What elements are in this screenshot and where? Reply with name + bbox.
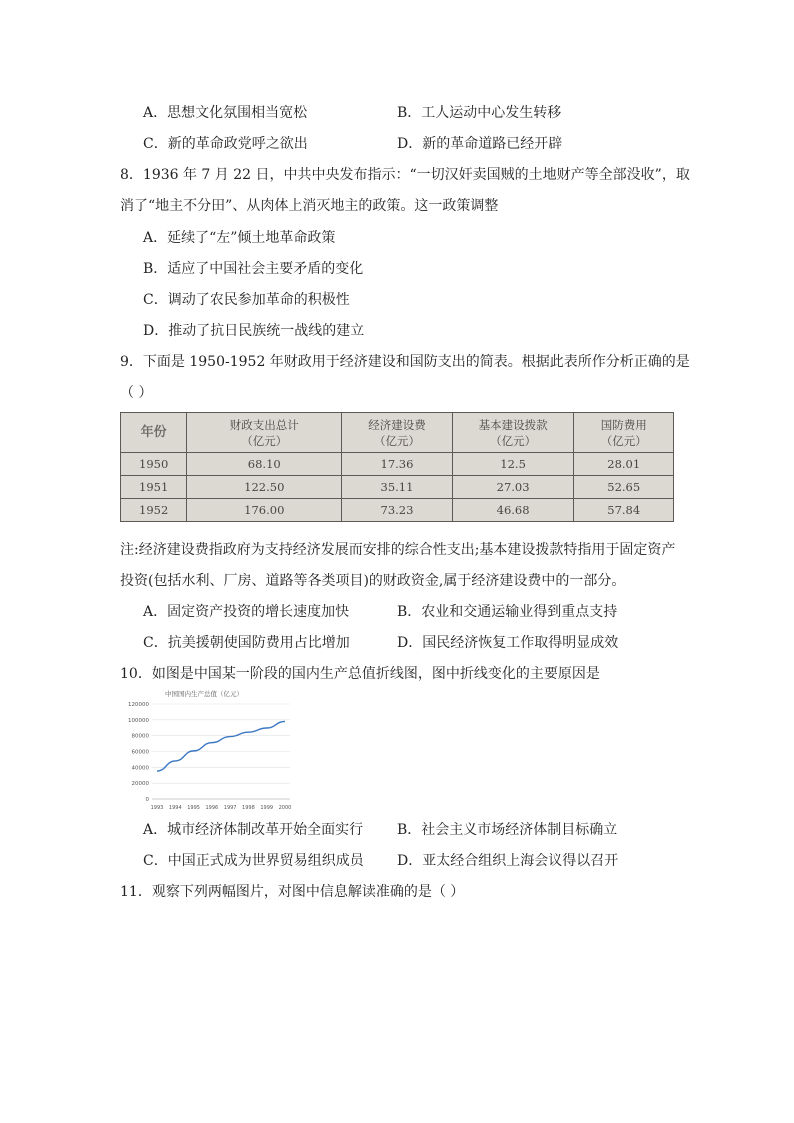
table-header-total: 财政支出总计 （亿元） [187,413,342,453]
q7-option-d: D．新的革命道路已经开辟 [397,136,563,152]
x-tick-label: 1998 [242,805,255,811]
q8-option-c: C．调动了农民参加革命的积极性 [143,292,350,308]
table-cell: 1952 [121,499,187,522]
x-tick-label: 1997 [223,805,237,811]
table-header-row [121,413,674,453]
q11-stem: 11．观察下列两幅图片，对图中信息解读准确的是（ ） [120,884,465,900]
table-row [121,476,674,499]
q9-note-line2: 投资(包括水利、厂房、道路等各类项目)的财政资金,属于经济建设费中的一部分。 [120,573,626,589]
table-cell: 17.36 [342,453,453,476]
table-cell: 52.65 [574,476,674,499]
q9-option-d: D．国民经济恢复工作取得明显成效 [397,635,619,651]
table-row [121,499,674,522]
expenditure-table-photo [120,412,674,522]
q9-option-b: B．农业和交通运输业得到重点支持 [397,604,618,620]
q7-option-a: A．思想文化氛围相当宽松 [143,105,308,121]
q8-option-d: D．推动了抗日民族统一战线的建立 [143,323,365,339]
y-tick-label: 0 [145,797,149,803]
x-tick-label: 1993 [150,805,164,811]
q8-option-b: B．适应了中国社会主要矛盾的变化 [143,261,364,277]
table-cell: 35.11 [342,476,453,499]
table-cell: 12.5 [452,453,574,476]
table-row [121,453,674,476]
chart-title: 中国国内生产总值（亿元） [165,690,243,698]
x-tick-label: 1995 [187,805,200,811]
table-cell: 1951 [121,476,187,499]
q8-stem-line2: 消了“地主不分田”、从肉体上消灭地主的政策。这一政策调整 [120,198,499,214]
y-tick-label: 80000 [131,733,149,740]
table-cell: 176.00 [187,499,342,522]
q7-option-c: C．新的革命政党呼之欲出 [143,136,308,152]
table-cell: 28.01 [574,453,674,476]
q10-option-b: B．社会主义市场经济体制目标确立 [397,822,618,838]
table-header-capital: 基本建设拨款 （亿元） [452,413,574,453]
q10-option-a: A．城市经济体制改革开始全面实行 [143,822,364,838]
x-tick-label: 1994 [168,805,182,811]
q10-option-d: D．亚太经合组织上海会议得以召开 [397,853,619,869]
q7-option-b: B．工人运动中心发生转移 [397,105,562,121]
table-cell: 27.03 [452,476,574,499]
x-tick-label: 1999 [260,805,274,811]
table-header-defense: 国防费用 （亿元） [574,413,674,453]
q9-option-a: A．固定资产投资的增长速度加快 [143,604,350,620]
y-tick-label: 100000 [128,717,149,724]
table-cell: 46.68 [452,499,574,522]
y-tick-label: 20000 [131,781,149,788]
table-cell: 122.50 [187,476,342,499]
table-header-economic: 经济建设费 （亿元） [342,413,453,453]
q9-stem-line2: （ ） [120,385,153,401]
q9-stem-line1: 9．下面是 1950-1952 年财政用于经济建设和国防支出的简表。根据此表所作分析正确的是 [120,354,690,370]
gdp-line-chart [118,688,298,812]
table-cell: 68.10 [187,453,342,476]
y-tick-label: 40000 [131,765,149,772]
q9-note-line1: 注:经济建设费指政府为支持经济发展而安排的综合性支出;基本建设拨款特指用于固定资产 [120,542,676,558]
expenditure-table [120,412,674,522]
q10-stem: 10．如图是中国某一阶段的国内生产总值折线图，图中折线变化的主要原因是 [120,666,600,682]
y-tick-label: 60000 [131,749,149,756]
table-cell: 57.84 [574,499,674,522]
x-tick-label: 2000 [278,805,292,811]
q10-option-c: C．中国正式成为世界贸易组织成员 [143,853,364,869]
x-tick-label: 1996 [205,805,219,811]
q8-option-a: A．延续了“左”倾土地革命政策 [143,230,336,246]
q9-option-c: C．抗美援朝使国防费用占比增加 [143,635,350,651]
y-tick-label: 120000 [128,702,149,708]
series-line [157,721,285,771]
table-header-year: 年份 [121,413,187,453]
q8-stem-line1: 8．1936 年 7 月 22 日，中共中央发布指示：“一切汉奸卖国贼的土地财产等全部没收”，取 [120,167,690,183]
table-cell: 1950 [121,453,187,476]
table-cell: 73.23 [342,499,453,522]
